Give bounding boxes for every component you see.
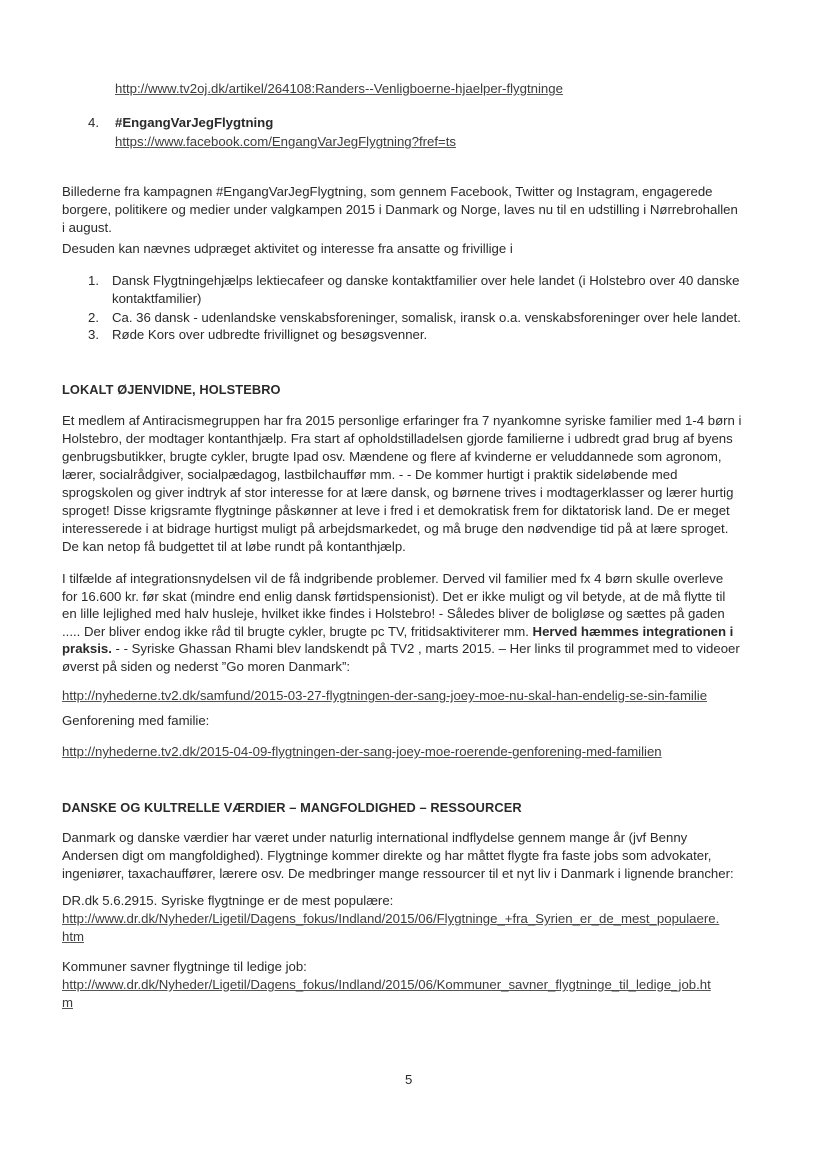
text-line: I tilfælde af integrationsnydelsen vil de få indgribende problemer. Derved vil familier med fx 4 børn skulle overleve (62, 571, 724, 586)
text-line: en lille lejlighed med halv husleje, hvilket ikke findes i Holstebro! - Således bliver de boligløse og sættes på gaden (62, 606, 725, 621)
text-normal: ..... Der bliver endog ikke råd til brugte cykler, brugte pc TV, fritidsaktiviterer mm. (62, 624, 529, 639)
text-line (62, 640, 740, 658)
text-emphasis: Herved hæmmes integrationen i (532, 624, 734, 639)
list-item-text: Dansk Flygtningehjælps lektiecafeer og danske kontaktfamilier over hele landet (i Holstebro over 40 danske (112, 273, 740, 288)
text-line (62, 623, 733, 641)
text-line: i august. (62, 220, 112, 235)
text-line: Et medlem af Antiracismegruppen har fra 2015 personlige erfaringer fra 7 nyankomne syriske familier med 1-4 børn i (62, 413, 742, 428)
text-line: Billederne fra kampagnen #EngangVarJegFlygtning, som gennem Facebook, Twitter og Instagram, engagerede (62, 184, 713, 199)
item4-title: #EngangVarJegFlygtning (115, 115, 274, 130)
text-line: sproget! Disse krigsramte flygtninge påskønner at leve i fred i et demokratisk frem for diktatorisk land. De er meget (62, 503, 730, 518)
page-number: 5 (405, 1072, 413, 1087)
label-dr-article: DR.dk 5.6.2915. Syriske flygtninge er de mest populære: (62, 893, 394, 908)
text-line: interesserede i at bidrage hurtigst muligt på arbejdsmarkedet, og må bruge den nødvendige tid på at lære sproget. (62, 521, 729, 536)
text-line: lærer, socialrådgiver, socialpædagog, lastbilchauffør mm. - - De kommer hurtigt i praktik sideløbende med (62, 467, 678, 482)
label-kommuner: Kommuner savner flygtninge til ledige job: (62, 959, 307, 974)
list-number: 2. (88, 310, 99, 325)
link-dr-populaere-cont[interactable]: htm (62, 929, 84, 944)
section-heading-values: DANSKE OG KULTRELLE VÆRDIER – MANGFOLDIGHED – RESSOURCER (62, 800, 522, 815)
link-dr-kommuner[interactable]: http://www.dr.dk/Nyheder/Ligetil/Dagens_fokus/Indland/2015/06/Kommuner_savner_flygtninge_til_ledige_job.ht (62, 977, 711, 992)
link-dr-kommuner-cont[interactable]: m (62, 995, 73, 1010)
link-facebook[interactable]: https://www.facebook.com/EngangVarJegFlygtning?fref=ts (115, 134, 456, 149)
text-line: sprogskolen og giver indtryk af stor interesse for at lære dansk, og børnene trives i modtagerklasser og lærer hurtig (62, 485, 734, 500)
section-heading-local: LOKALT ØJENVIDNE, HOLSTEBRO (62, 382, 281, 397)
text-normal: - - Syriske Ghassan Rhami blev landskendt på TV2 , marts 2015. – Her links til programmet med to videoer (111, 641, 740, 656)
text-line: genbrugsbutikker, brugte cykler, brugte Ipad osv. Mændene og flere af kvinderne er veluddannede som agronom, (62, 449, 722, 464)
link-dr-populaere[interactable]: http://www.dr.dk/Nyheder/Ligetil/Dagens_fokus/Indland/2015/06/Flygtninge_+fra_Syrien_er_de_mest_populaere. (62, 911, 720, 926)
text-line: Holstebro, der modtager kontanthjælp. Fra start af opholdstilladelsen gjorde familierne i udbredt grad brug af byens (62, 431, 733, 446)
link-tv2oj[interactable]: http://www.tv2oj.dk/artikel/264108:Randers--Venligboerne-hjaelper-flygtninge (115, 81, 563, 96)
label-genforening: Genforening med familie: (62, 713, 210, 728)
text-line: ingeniører, taxachauffører, lærere osv. De medbringer mange ressourcer til et nyt liv i Danmark i lignende brancher: (62, 866, 734, 881)
text-line: Andersen digt om mangfoldighed). Flygtninge kommer direkte og har måttet flygte fra faste jobs som advokater, (62, 848, 712, 863)
list-item-text: kontaktfamilier) (112, 291, 202, 306)
link-tv2-genforening[interactable]: http://nyhederne.tv2.dk/2015-04-09-flygtningen-der-sang-joey-moe-roerende-genforening-med-familien (62, 744, 662, 759)
link-tv2-sang[interactable]: http://nyhederne.tv2.dk/samfund/2015-03-27-flygtningen-der-sang-joey-moe-nu-skal-han-endelig-se-sin-familie (62, 688, 708, 703)
list-item-text: Røde Kors over udbredte frivillignet og besøgsvenner. (112, 327, 428, 342)
text-line: borgere, politikere og medier under valgkampen 2015 i Danmark og Norge, laves nu til en udstilling i Nørrebrohallen (62, 202, 738, 217)
paragraph-intro: Desuden kan nævnes udpræget aktivitet og interesse fra ansatte og frivillige i (62, 241, 513, 256)
text-line: for 16.600 kr. før skat (mindre end enlig dansk førtidspensionist). Det er ikke muligt og vil betyde, at de må flytte til (62, 589, 726, 604)
list-number: 3. (88, 327, 99, 342)
text-line: Danmark og danske værdier har været under naturlig international indflydelse gennem mange år (jvf Benny (62, 830, 688, 845)
list-item-text: Ca. 36 dansk - udenlandske venskabsforeninger, somalisk, iransk o.a. venskabsforeninger over hele landet. (112, 310, 741, 325)
text-line: De kan netop få budgettet til at løbe rundt på kontanthjælp. (62, 539, 406, 554)
text-line: øverst på siden og nederst ”Go moren Danmark”: (62, 659, 351, 674)
list-number: 1. (88, 273, 99, 288)
list-number: 4. (88, 115, 99, 130)
text-emphasis: praksis. (62, 641, 112, 656)
